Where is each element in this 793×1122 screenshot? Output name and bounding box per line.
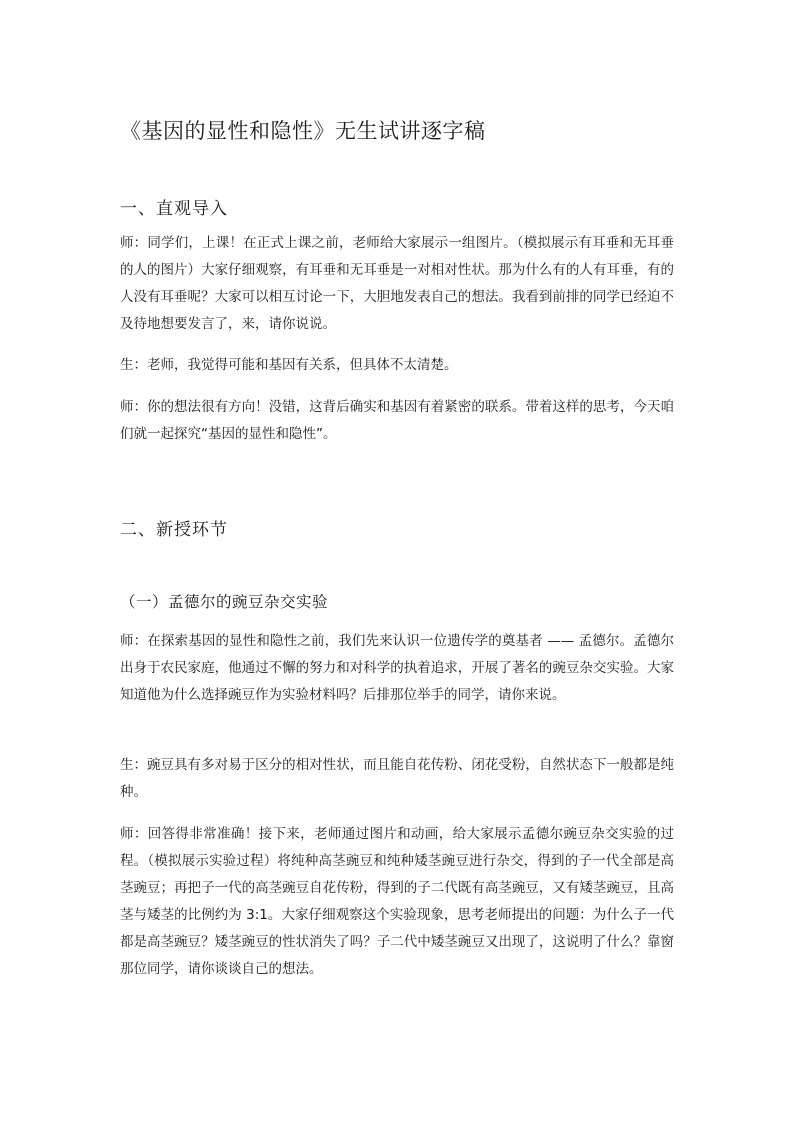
paragraph-pea-teacher-2: 师：回答得非常准确！接下来，老师通过图片和动画，给大家展示孟德尔豌豆杂交实验的过程。（模拟展示实验过程）将纯种高茎豌豆和纯种矮茎豌豆进行杂交，得到的子一代全部是高茎豌豆；再把子一代的高茎豌豆自花传粉，得到的子二代既有高茎豌豆，又有矮茎豌豆，且高茎与矮茎的比例约为 3:1。大家仔细观察这个实验现象，思考老师提出的问题：为什么子一代都是高茎豌豆？矮茎豌豆的性状消失了吗？子二代中矮茎豌豆又出现了，这说明了什么？靠窗那位同学，请你谈谈自己的想法。 bbox=[120, 826, 674, 977]
subsection-heading-pea-experiment: （一）孟德尔的豌豆杂交实验 bbox=[120, 592, 329, 611]
section-heading-new-lesson: 二、新授环节 bbox=[120, 520, 228, 541]
paragraph-pea-teacher-1: 师：在探索基因的显性和隐性之前，我们先来认识一位遗传学的奠基者 —— 孟德尔。孟德尔出身于农民家庭，他通过不懈的努力和对科学的执着追求，开展了著名的豌豆杂交实验。大家知道他为什么选择豌豆作为实验材料吗？后排那位举手的同学，请你来说。 bbox=[120, 633, 674, 703]
paragraph-intro-teacher-1: 师：同学们，上课！在正式上课之前，老师给大家展示一组图片。（模拟展示有耳垂和无耳垂的人的图片）大家仔细观察，有耳垂和无耳垂是一对相对性状。那为什么有的人有耳垂，有的人没有耳垂呢？大家可以相互讨论一下，大胆地发表自己的想法。我看到前排的同学已经迫不及待地想要发言了，来，请你说说。 bbox=[120, 235, 674, 332]
paragraph-intro-student-1: 生：老师，我觉得可能和基因有关系，但具体不太清楚。 bbox=[120, 357, 458, 373]
document-title: 《基因的显性和隐性》无生试讲逐字稿 bbox=[120, 119, 486, 144]
section-heading-intro: 一、直观导入 bbox=[120, 199, 228, 220]
paragraph-intro-teacher-2: 师：你的想法很有方向！没错，这背后确实和基因有着紧密的联系。带着这样的思考，今天咱们就一起探究“基因的显性和隐性”。 bbox=[120, 399, 674, 442]
paragraph-pea-student-1: 生：豌豆具有多对易于区分的相对性状，而且能自花传粉、闭花受粉，自然状态下一般都是纯种。 bbox=[120, 757, 674, 800]
